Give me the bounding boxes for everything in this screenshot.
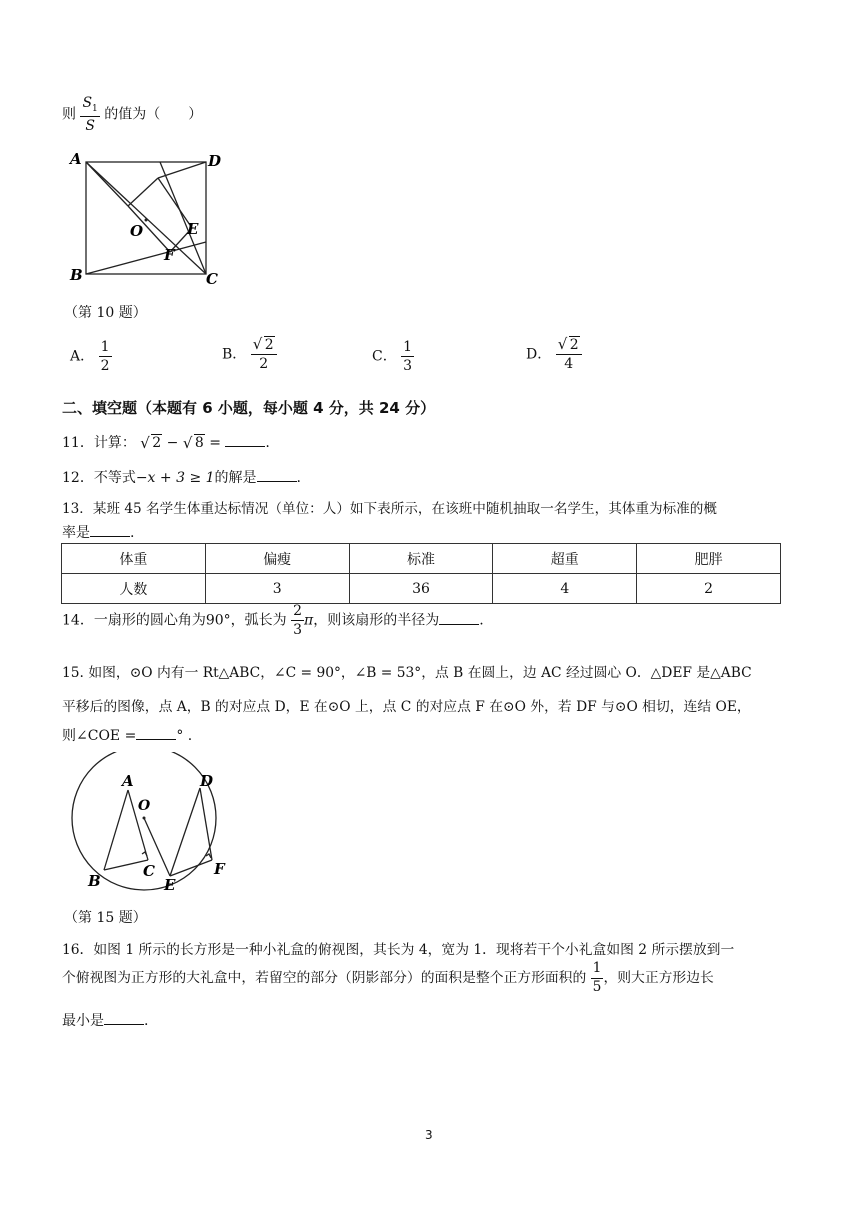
table-cell: 4 (493, 574, 637, 604)
q14-prefix: 14．一扇形的圆心角为 (62, 612, 206, 629)
q15-side-bc (104, 860, 148, 870)
q15-label-d: D (200, 772, 214, 790)
option-c-num: 1 (403, 339, 413, 355)
section-2-heading: 二、填空题（本题有 6 小题，每小题 4 分，共 24 分） (62, 399, 436, 417)
q12-answer-blank[interactable] (257, 469, 297, 482)
q16-frac-den: 5 (592, 978, 602, 995)
q13-end: . (130, 525, 135, 541)
q14-mid: ，弧长为 (230, 612, 287, 629)
q12-end: . (296, 470, 301, 486)
q15-line-3 (62, 725, 192, 745)
q14-frac-num: 2 (293, 603, 303, 619)
q10-ratio-fraction (80, 96, 99, 133)
q14-pi: π (304, 612, 314, 629)
q13-line-2 (62, 522, 134, 542)
option-c-den: 3 (403, 358, 413, 374)
q10-label-b: B (70, 266, 83, 284)
q11-minus: − (166, 435, 179, 451)
q10-label-e: E (187, 220, 199, 238)
q15-center-dot (143, 817, 146, 820)
q11-answer-blank[interactable] (225, 434, 265, 447)
q10-stem (62, 96, 202, 133)
q15-line-2: 平移后的图像，点 A，B 的对应点 D，E 在⊙O 上，点 C 的对应点 F 在⊙O 外，若 DF 与⊙O 相切，连结 OE， (62, 699, 751, 715)
q16-line-1: 16．如图 1 所示的长方形是一种小礼盒的俯视图，其长为 4，宽为 1．现将若干个小礼盒如图 2 所示摆放到一 (62, 942, 735, 958)
q10-prefix: 则 (62, 106, 76, 123)
q15-line-3-suffix: ° . (176, 728, 193, 744)
q12-prefix: 12．不等式 (62, 470, 136, 486)
q10-diagonal-ac (86, 162, 206, 274)
q10-option-d[interactable]: D． √ 2 4 (526, 338, 582, 371)
table-header-cell: 超重 (493, 544, 637, 574)
q10-option-b[interactable]: B． √ 2 2 (222, 338, 277, 371)
q12-suffix: 的解是 (214, 470, 257, 486)
table-header-cell: 偏瘦 (205, 544, 349, 574)
option-a-label: A． (70, 348, 95, 365)
q15-label-e: E (164, 876, 176, 892)
q15-figure (66, 752, 232, 892)
q10-frac-num: S (82, 95, 93, 111)
option-d-radicand: 2 (569, 337, 579, 353)
q15-label-c: C (143, 862, 155, 880)
table-header-row (62, 544, 781, 574)
table-header-cell: 肥胖 (637, 544, 781, 574)
table-cell: 36 (349, 574, 493, 604)
q10-label-o: O (130, 222, 144, 240)
table-cell: 3 (205, 574, 349, 604)
option-a-den: 2 (100, 358, 110, 374)
q10-suffix: 的值为（ ） (104, 106, 203, 123)
page-number: 3 (425, 1128, 433, 1142)
q16-frac-num: 1 (592, 960, 602, 976)
table-header-cell: 标准 (349, 544, 493, 574)
q10-label-f: F (164, 246, 175, 264)
q16-line-2-prefix: 个俯视图为正方形的大礼盒中，若留空的部分（阴影部分）的面积是整个正方形面积的 (62, 969, 587, 986)
option-b-radicand: 2 (264, 337, 274, 353)
q15-label-a: A (122, 772, 134, 790)
q11: 11．计算： √ 2 − √ 8 = . (62, 434, 270, 452)
q15-side-ab (104, 790, 128, 870)
q15-answer-blank[interactable] (136, 727, 176, 740)
q10-frac-num-sub: 1 (92, 103, 98, 114)
option-b-den: 2 (259, 356, 269, 372)
q15-side-df (200, 788, 212, 860)
q10-figure (68, 148, 228, 288)
q11-equals: = (209, 435, 221, 451)
table-cell: 2 (637, 574, 781, 604)
q10-label-c: C (206, 270, 218, 288)
q16-line-3 (62, 1010, 148, 1030)
q15-line-1: 15. 如图，⊙O 内有一 Rt△ABC，∠C = 90°，∠B = 53°，点 B 在圆上，边 AC 经过圆心 O．△DEF 是△ABC (62, 665, 752, 681)
q16-end: . (144, 1013, 149, 1029)
option-c-label: C． (372, 348, 397, 365)
q13-line-1: 13．某班 45 名学生体重达标情况（单位：人）如下表所示，在该班中随机抽取一名学生，其体重为标准的概 (62, 501, 717, 517)
q15-side-de (170, 788, 200, 876)
q10-option-c[interactable] (372, 340, 414, 373)
q12 (62, 467, 301, 487)
q15-label-o: O (138, 798, 151, 814)
q15-label-b: B (88, 872, 101, 890)
table-header-cell: 体重 (62, 544, 206, 574)
q11-end: . (265, 435, 270, 451)
q10-center-dot (145, 219, 148, 222)
q14-suffix: ，则该扇形的半径为 (313, 612, 440, 629)
option-b-label: B． (222, 346, 247, 363)
q10-frac-den: S (85, 117, 95, 134)
q16-line-2-suffix: ，则大正方形边长 (603, 969, 714, 986)
q14-answer-blank[interactable] (439, 612, 479, 625)
q16-line-2 (62, 962, 714, 995)
table-row (62, 574, 781, 604)
q14-frac-den: 3 (293, 622, 303, 638)
q14-end: . (479, 612, 484, 629)
q10-option-a[interactable] (70, 340, 112, 373)
q11-radicand-2: 8 (194, 435, 204, 451)
q11-radicand-1: 2 (152, 435, 162, 451)
q13-line-2-text: 率是 (62, 525, 90, 541)
q14 (62, 604, 484, 637)
q15-label-f: F (214, 860, 225, 878)
option-d-label: D． (526, 346, 552, 363)
q13-table (61, 543, 781, 604)
q14-angle: 90° (205, 612, 231, 629)
option-d-den: 4 (564, 356, 574, 372)
option-a-num: 1 (100, 339, 110, 355)
q10-label-d: D (208, 152, 222, 170)
q13-answer-blank[interactable] (90, 524, 130, 537)
q11-prefix: 11．计算： (62, 435, 136, 451)
q10-label-a: A (70, 150, 82, 168)
q15-caption: （第 15 题） (64, 910, 147, 926)
q15-side-ef (170, 860, 212, 876)
q16-answer-blank[interactable] (104, 1012, 144, 1025)
q16-line-3-text: 最小是 (62, 1013, 104, 1029)
q10-caption: （第 10 题） (64, 305, 147, 321)
q15-line-3-prefix: 则∠COE = (62, 728, 137, 744)
q12-inequality: −x + 3 ≥ 1 (135, 470, 215, 486)
table-cell: 人数 (62, 574, 206, 604)
